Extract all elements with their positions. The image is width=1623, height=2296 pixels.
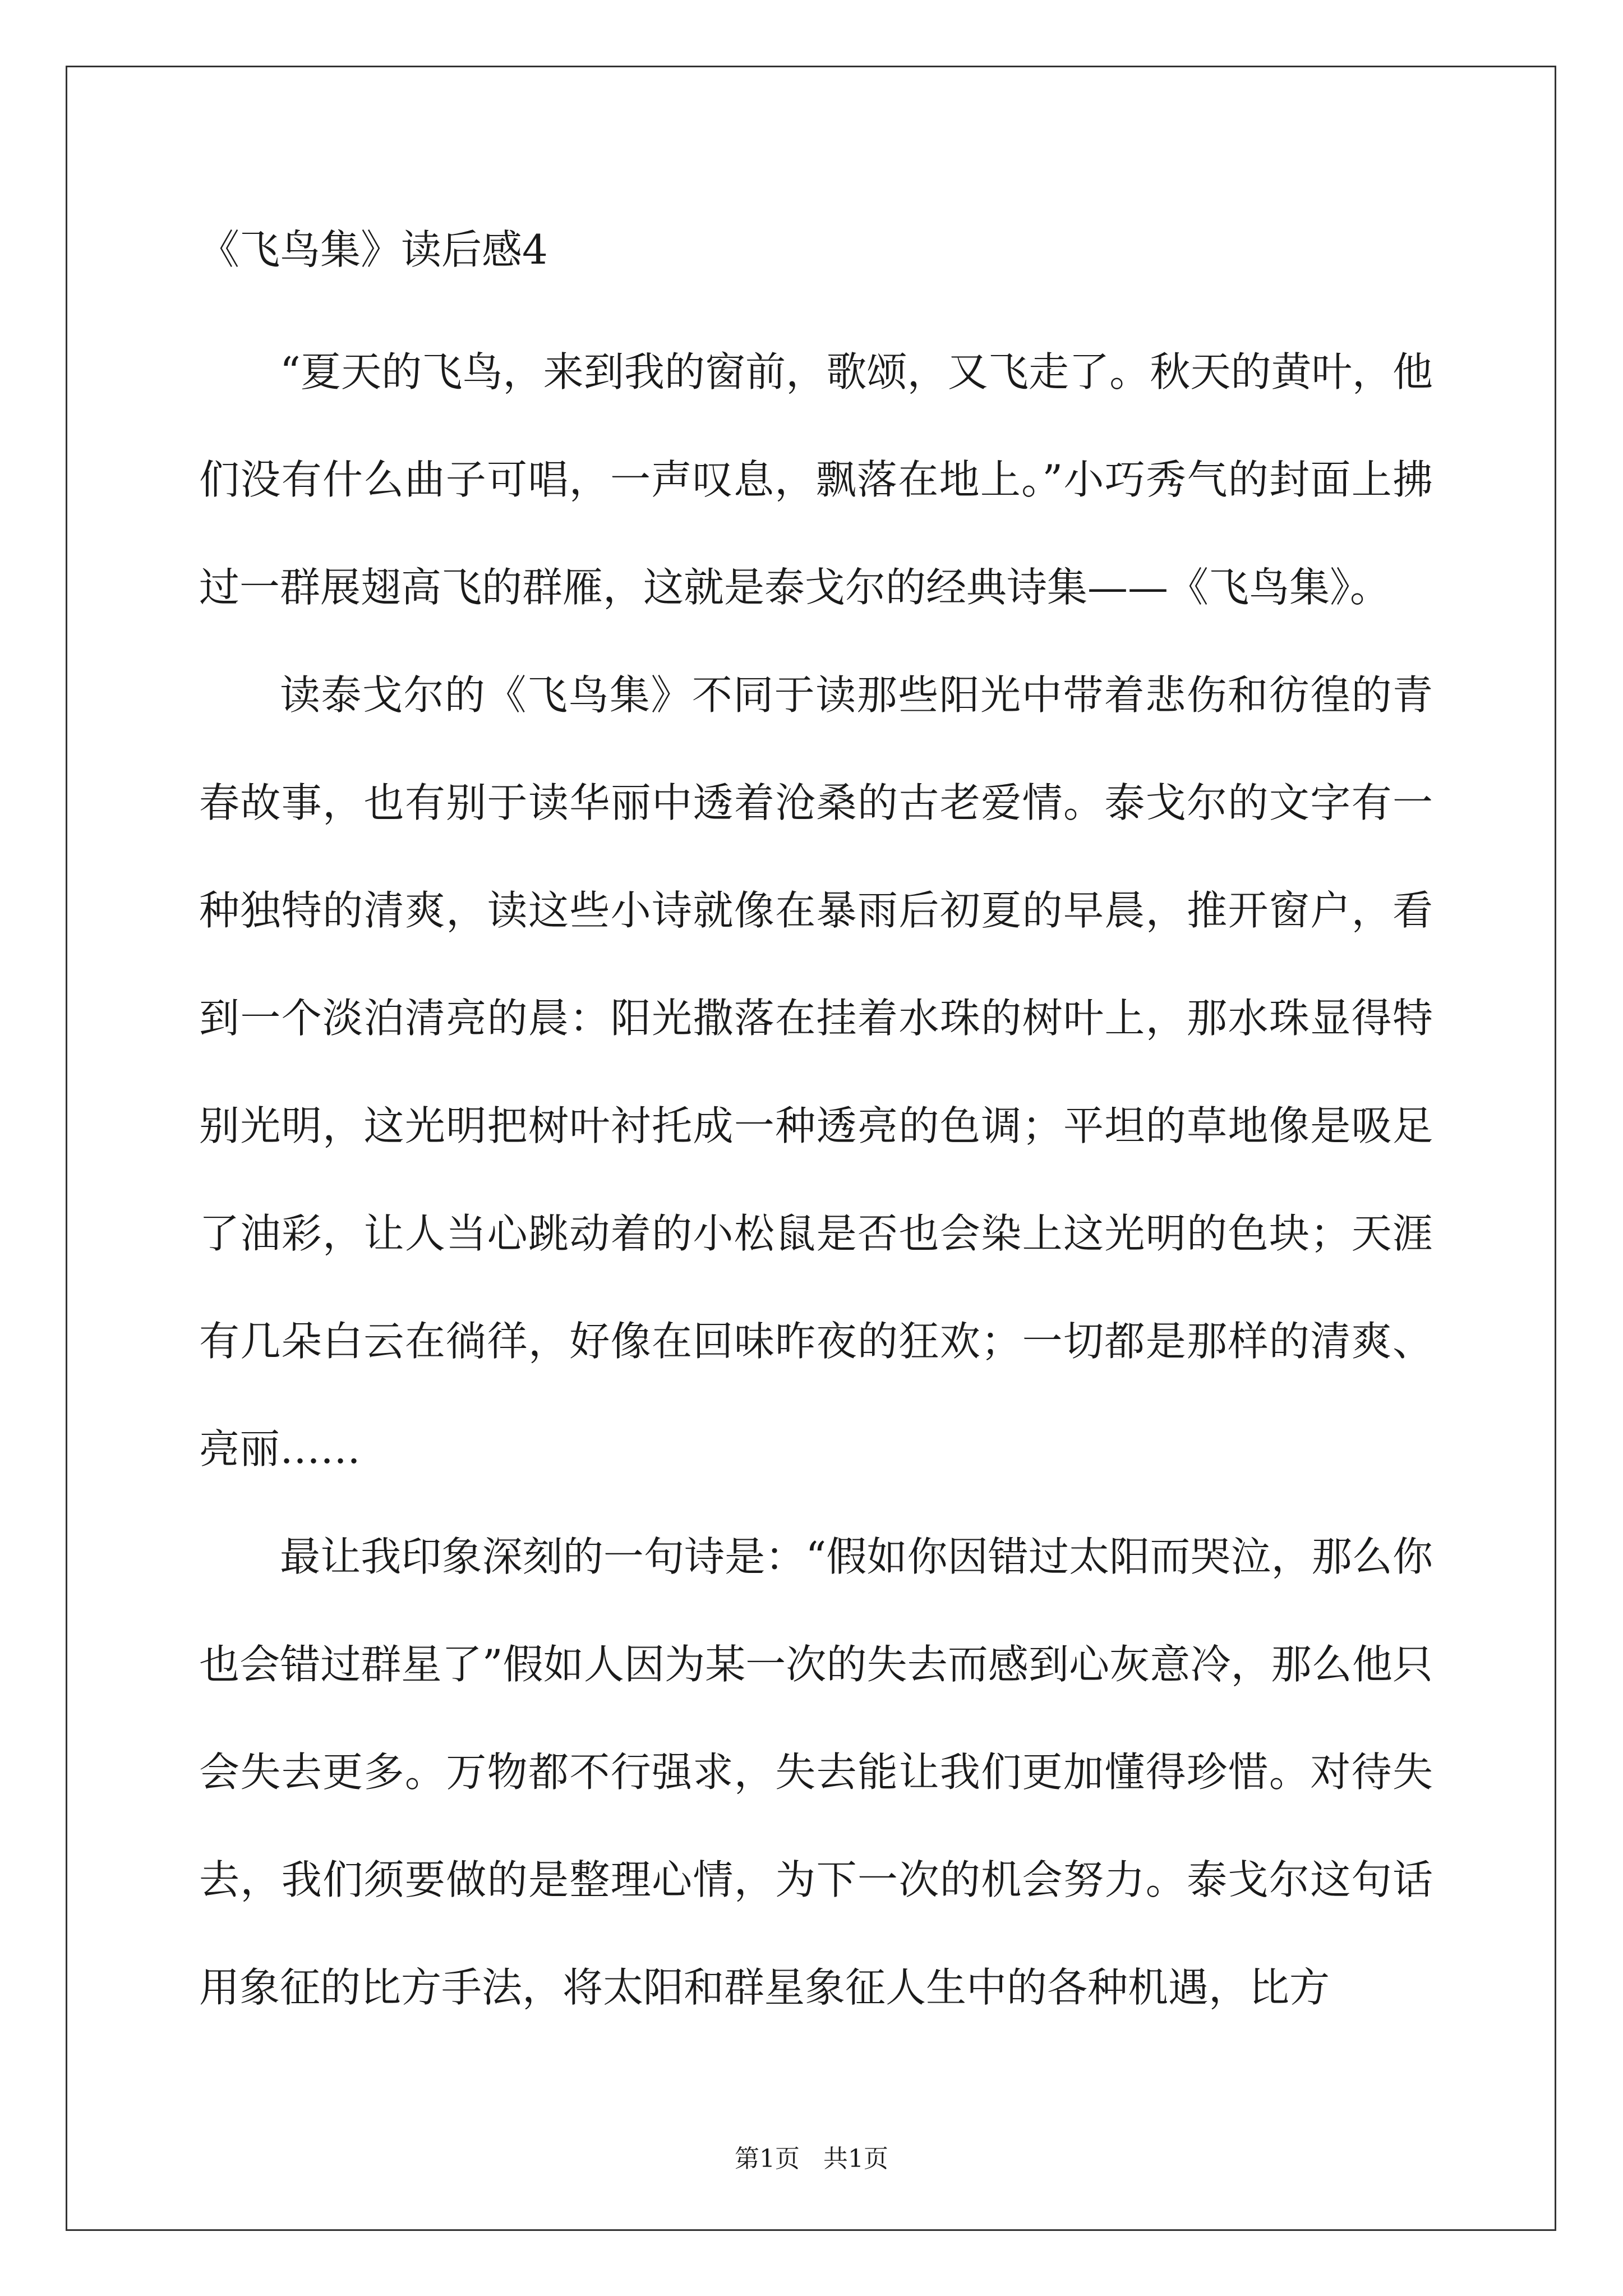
paragraph-3: 最让我印象深刻的一句诗是：“假如你因错过太阳而哭泣，那么你也会错过群星了”假如人因为某一次的失去而感到心灰意冷，那么他只会失去更多。万物都不行强求，失去能让我们更加懂得珍惜。对待失去，我们须要做的是整理心情，为下一次的机会努力。泰戈尔这句话用象征的比方手法，将太阳和群星象征人生中的各种机遇，比方 (199, 1533, 1433, 2011)
document-title: 《飞鸟集》读后感4 (199, 226, 548, 273)
paragraph-2: 读泰戈尔的《飞鸟集》不同于读那些阳光中带着悲伤和彷徨的青春故事，也有别于读华丽中透着沧桑的古老爱情。泰戈尔的文字有一种独特的清爽，读这些小诗就像在暴雨后初夏的早晨，推开窗户，看到一个淡泊清亮的晨：阳光撒落在挂着水珠的树叶上，那水珠显得特别光明，这光明把树叶衬托成一种透亮的色调；平坦的草地像是吸足了油彩，让人当心跳动着的小松鼠是否也会染上这光明的色块；天涯有几朵白云在徜徉，好像在回味昨夜的狂欢；一切都是那样的清爽、亮丽…… (199, 671, 1433, 1473)
document-body (199, 216, 1433, 2041)
page-footer: 第1页 共1页 (735, 2145, 888, 2173)
paragraph-1: “夏天的飞鸟，来到我的窗前，歌颂，又飞走了。秋天的黄叶，他们没有什么曲子可唱，一声叹息，飘落在地上。”小巧秀气的封面上拂过一群展翅高飞的群雁，这就是泰戈尔的经典诗集——《飞鸟集》。 (199, 348, 1433, 611)
